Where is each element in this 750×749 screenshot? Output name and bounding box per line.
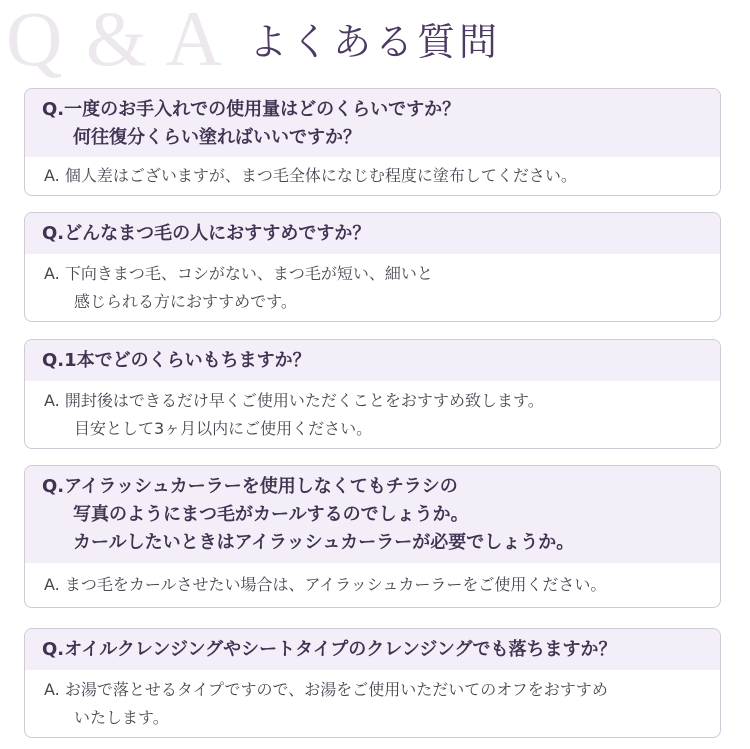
- faq-answer: [25, 381, 720, 448]
- faq-answer: [25, 563, 720, 607]
- faq-item-5: [24, 628, 721, 738]
- page-title: よくある質問: [248, 20, 501, 64]
- faq-item-2: [24, 212, 721, 322]
- question-line: Q.1本でどのくらいもちますか？: [42, 350, 311, 371]
- answer-line: 目安として3ヶ月以内にご使用ください。: [74, 419, 373, 438]
- answer-line: いたします。: [74, 708, 169, 727]
- faq-item-1: [24, 88, 721, 196]
- answer-line: A. 開封後はできるだけ早くご使用いただくことをおすすめ致します。: [44, 391, 544, 410]
- faq-question: [25, 629, 720, 670]
- answer-line: 感じられる方におすすめです。: [74, 292, 297, 311]
- question-line: カールしたいときはアイラッシュカーラーが必要でしょうか。: [73, 532, 575, 553]
- question-line: Q.一度のお手入れでの使用量はどのくらいですか？: [42, 99, 461, 120]
- faq-item-3: [24, 339, 721, 449]
- answer-line: A. まつ毛をカールさせたい場合は、アイラッシュカーラーをご使用ください。: [44, 575, 607, 594]
- question-line: 写真のようにまつ毛がカールするのでしょうか。: [73, 504, 469, 525]
- faq-question: [25, 340, 720, 381]
- faq-answer: [25, 254, 720, 321]
- faq-question: [25, 466, 720, 563]
- question-line: Q.アイラッシュカーラーを使用しなくてもチラシの: [42, 476, 458, 497]
- faq-answer: [25, 670, 720, 737]
- faq-question: [25, 213, 720, 254]
- question-line: Q.どんなまつ毛の人におすすめですか？: [42, 223, 371, 244]
- faq-answer: [25, 157, 720, 195]
- answer-line: A. 下向きまつ毛、コシがない、まつ毛が短い、細いと: [44, 264, 433, 283]
- question-line: 何往復分くらい塗ればいいですか？: [73, 127, 361, 148]
- qa-watermark: Q & A: [6, 0, 225, 82]
- faq-question: [25, 89, 720, 157]
- question-line: Q.オイルクレンジングやシートタイプのクレンジングでも落ちますか？: [42, 639, 617, 660]
- faq-item-4: [24, 465, 721, 608]
- answer-line: A. 個人差はございますが、まつ毛全体になじむ程度に塗布してください。: [44, 166, 577, 185]
- answer-line: A. お湯で落とせるタイプですので、お湯をご使用いただいてのオフをおすすめ: [44, 680, 608, 699]
